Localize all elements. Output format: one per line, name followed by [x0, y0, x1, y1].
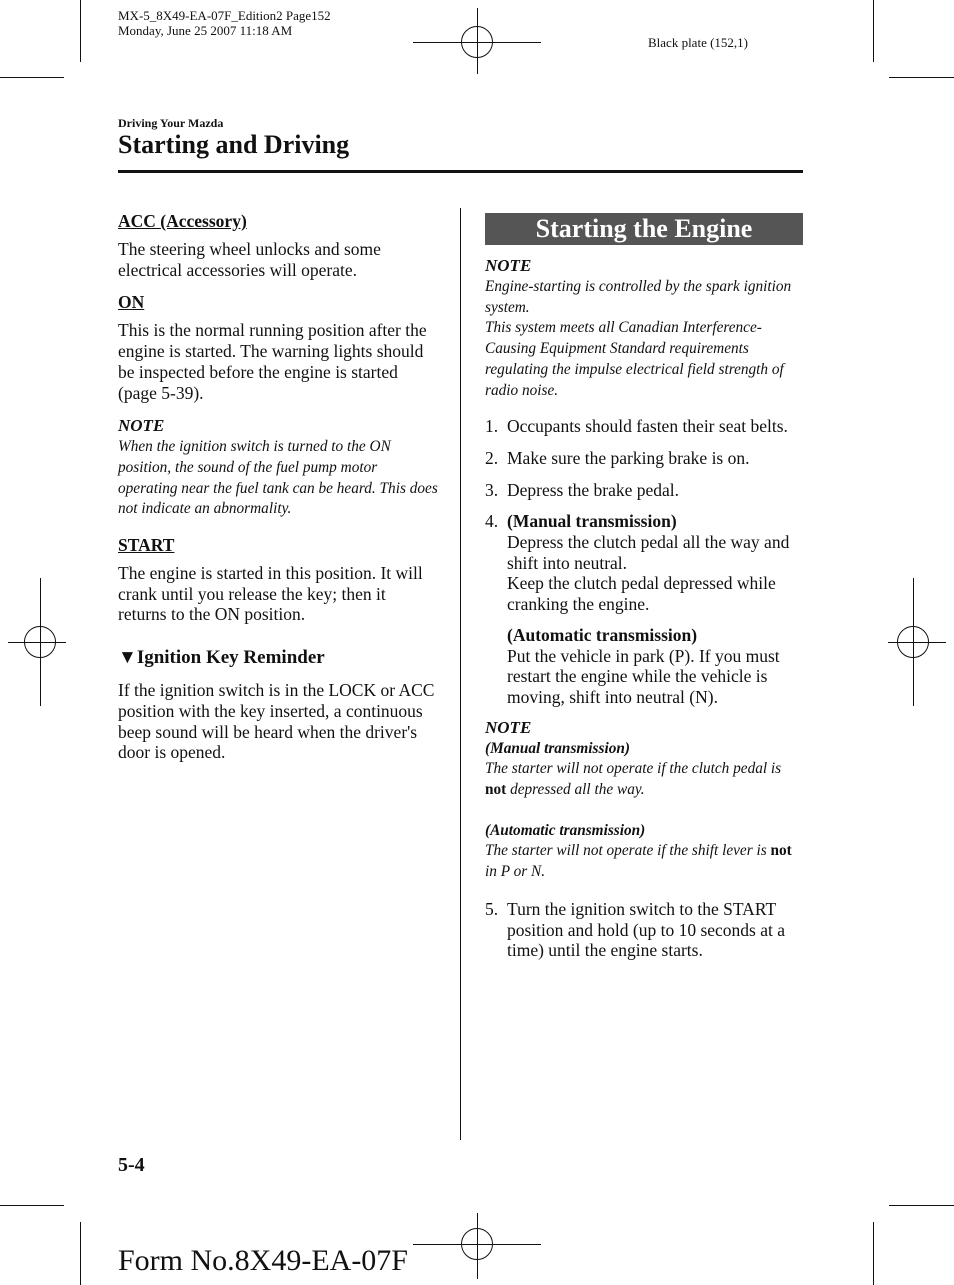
reminder-heading-label: Ignition Key Reminder [136, 647, 325, 669]
note-2-auto-text-start: The starter will not operate if the shift lever is [485, 842, 771, 860]
section-banner: Starting the Engine [485, 213, 803, 245]
step-number: 4. [485, 511, 499, 532]
file-info [118, 8, 331, 38]
section-label: Driving Your Mazda [118, 116, 224, 130]
right-column [485, 256, 803, 961]
reminder-heading [118, 647, 438, 669]
file-info-line-2: Monday, June 25 2007 11:18 AM [118, 23, 293, 38]
note-2-manual-text-end: depressed all the way. [506, 781, 645, 799]
step-text: Depress the brake pedal. [507, 479, 680, 500]
step-text: Make sure the parking brake is on. [507, 447, 750, 468]
note-2-auto-text-end: in P or N. [485, 863, 546, 881]
note-2-manual-heading: (Manual transmission) [485, 739, 630, 757]
form-number: Form No.8X49-EA-07F [118, 1244, 408, 1277]
step-2 [485, 448, 803, 469]
note-label: NOTE [118, 416, 165, 436]
acc-text: The steering wheel unlocks and some electrical accessories will operate. [118, 239, 381, 280]
note-2-auto-emphasis: not [770, 842, 792, 860]
reminder-text: If the ignition switch is in the LOCK or ACC position with the key inserted, a continuous beep sound will be heard when the driver's door is opened. [118, 680, 435, 763]
chapter-title: Starting and Driving [118, 130, 350, 159]
left-column [118, 211, 438, 763]
start-heading: START [118, 535, 175, 556]
note-2-manual-text [485, 759, 803, 800]
step-number: 2. [485, 447, 499, 468]
step-text: Turn the ignition switch to the START position and hold (up to 10 seconds at a time) until the engine starts. [507, 898, 786, 961]
step-4-auto-heading: (Automatic transmission) [507, 624, 698, 645]
note-2-auto-heading: (Automatic transmission) [485, 821, 646, 839]
step-4-manual-heading: (Manual transmission) [507, 511, 677, 532]
note-2-manual-emphasis: not [485, 781, 507, 799]
step-5 [485, 899, 803, 961]
triangle-down-icon: ▼ [118, 647, 137, 669]
note-2-label: NOTE [485, 717, 532, 737]
start-text: The engine is started in this position. It will crank until you release the key; then it returns to the ON position. [118, 563, 423, 625]
step-4 [485, 511, 803, 707]
column-divider [460, 208, 461, 1140]
plate-label: Black plate (152,1) [648, 35, 748, 50]
step-number: 1. [485, 416, 499, 437]
step-4-auto-text: Put the vehicle in park (P). If you must restart the engine while the vehicle is moving, shift into neutral (N). [507, 645, 780, 707]
step-number: 3. [485, 479, 499, 500]
acc-heading: ACC (Accessory) [118, 211, 247, 231]
page-number: 5-4 [118, 1154, 145, 1176]
note-2-auto-text [485, 841, 803, 882]
note-1-paragraph-2: This system meets all Canadian Interference-Causing Equipment Standard requirements regulating the impulse electrical field strength of radio noise. [485, 319, 784, 399]
on-heading: ON [118, 292, 145, 313]
file-info-line-1: MX-5_8X49-EA-07F_Edition2 Page152 [118, 8, 331, 23]
note-1-paragraph-1: Engine-starting is controlled by the spark ignition system. [485, 278, 792, 316]
on-text: This is the normal running position after the engine is started. The warning lights should be inspected before the engine is started (page 5-39). [118, 320, 427, 403]
step-4-manual-paragraph-1: Depress the clutch pedal all the way and shift into neutral. [507, 532, 790, 573]
step-1 [485, 416, 803, 437]
step-text: Occupants should fasten their seat belts. [507, 416, 788, 437]
step-4-manual-paragraph-2: Keep the clutch pedal depressed while cranking the engine. [507, 573, 776, 615]
step-number: 5. [485, 898, 499, 919]
note-2-manual-text-start: The starter will not operate if the clutch pedal is [485, 760, 782, 778]
note-1-label: NOTE [485, 256, 532, 275]
title-rule [118, 170, 803, 173]
step-3 [485, 480, 803, 501]
note-text: When the ignition switch is turned to the ON position, the sound of the fuel pump motor operating near the fuel tank can be heard. This does not indicate an abnormality. [118, 438, 438, 518]
